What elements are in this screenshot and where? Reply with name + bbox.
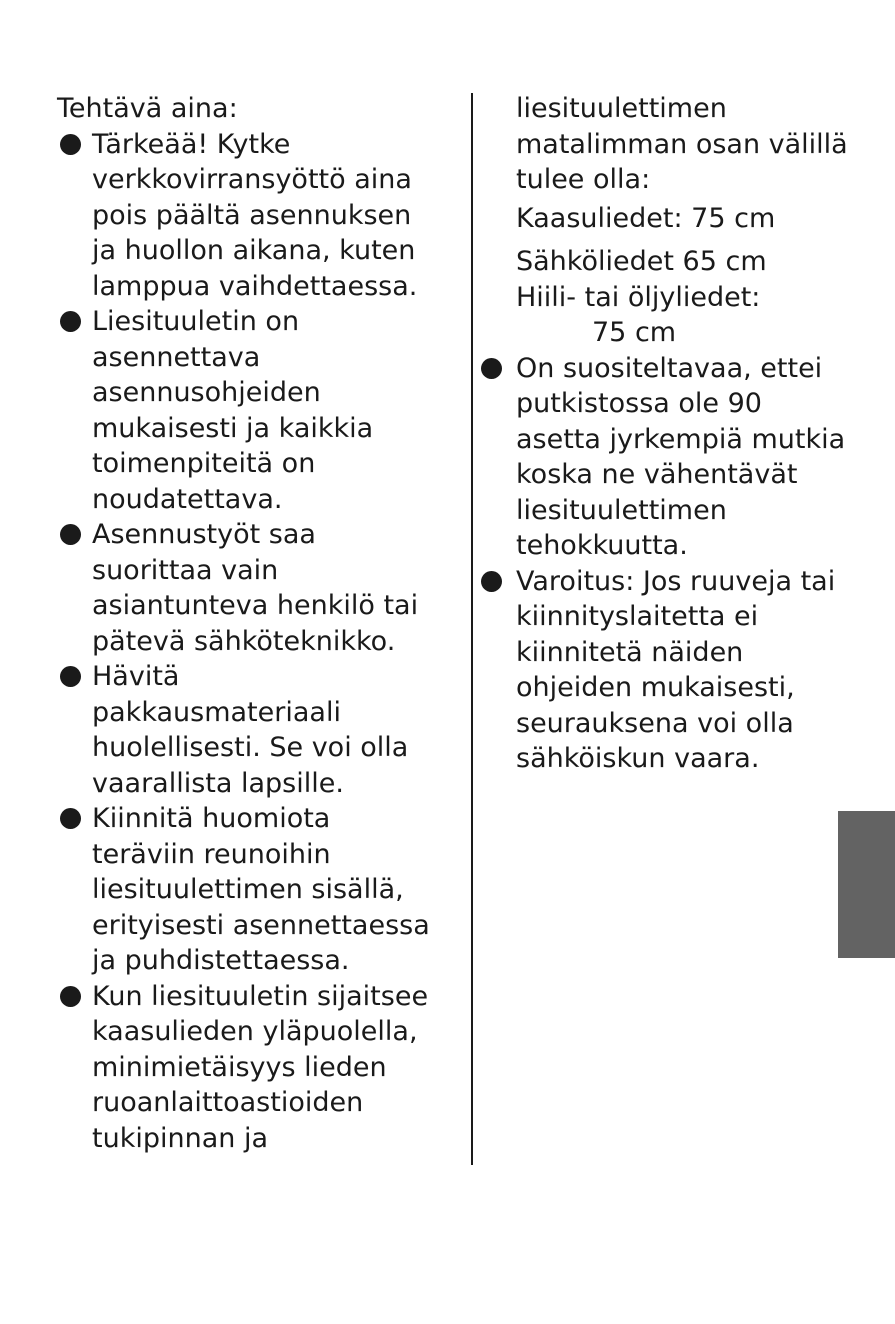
bullet-item — [57, 517, 457, 659]
bullet-icon — [481, 571, 502, 592]
right-bullet-list — [479, 351, 874, 777]
right-column — [479, 91, 874, 777]
text-line: liesituulettimen — [516, 494, 727, 526]
text-line: verkkovirransyöttö aina — [92, 164, 412, 195]
bullet-icon — [60, 134, 81, 155]
text-line: Asennustyöt saa — [92, 519, 316, 550]
bullet-icon — [60, 986, 81, 1007]
bullet-icon — [60, 666, 81, 687]
text-line: Kiinnitä huomiota — [92, 803, 331, 834]
text-line: suorittaa vain — [92, 554, 279, 586]
continued-paragraph — [479, 91, 874, 351]
text-line: seurauksena voi olla — [516, 707, 794, 739]
gas-stove-label: Kaasuliedet: — [516, 202, 683, 234]
section-heading: Tehtävä aina: — [57, 93, 238, 124]
bullet-icon — [60, 808, 81, 829]
coal-oil-stove-label: Hiili- tai öljyliedet: — [516, 281, 761, 313]
bullet-item — [57, 979, 457, 1157]
text-line: pätevä sähköteknikko. — [92, 625, 396, 657]
text-line: Kun liesituuletin sijaitsee — [92, 980, 429, 1012]
text-line: ruoanlaittoastioiden — [92, 1087, 364, 1118]
text-line: koska ne vähentävät — [516, 459, 798, 490]
text-line: asennettava — [92, 341, 261, 373]
text-line: kaasulieden yläpuolella, — [92, 1016, 418, 1047]
text-line: minimietäisyys lieden — [92, 1051, 387, 1083]
text-line: lamppua vaihdettaessa. — [92, 270, 418, 302]
text-line: asiantunteva henkilö tai — [92, 590, 419, 621]
column-divider — [471, 93, 473, 1165]
text-line: tukipinnan ja — [92, 1122, 268, 1154]
text-line: ohjeiden mukaisesti, — [516, 672, 795, 703]
text-line: Tärkeää! Kytke — [92, 128, 291, 160]
text-line: asennusohjeiden — [92, 377, 321, 408]
coal-oil-stove-value: 75 cm — [592, 317, 677, 348]
text-line: tulee olla: — [516, 164, 651, 195]
chapter-tab — [838, 811, 895, 958]
text-line: liesituulettimen — [516, 93, 727, 124]
left-bullet-list — [57, 127, 457, 1157]
electric-stove-distance — [516, 244, 874, 280]
text-line: teräviin reunoihin — [92, 838, 331, 870]
text-line: noudatettava. — [92, 483, 283, 515]
text-line: asetta jyrkempiä mutkia — [516, 423, 846, 455]
text-line: huolellisesti. Se voi olla — [92, 732, 409, 763]
text-line: Hävitä — [92, 661, 180, 692]
gas-stove-distance — [516, 201, 874, 237]
text-line: liesituulettimen sisällä, — [92, 874, 404, 905]
text-line: tehokkuutta. — [516, 530, 688, 561]
gas-stove-value: 75 cm — [691, 202, 776, 234]
text-line: pois päältä asennuksen — [92, 199, 412, 231]
text-line: matalimman osan välillä — [516, 128, 848, 160]
left-column — [57, 91, 457, 1156]
text-line: kiinnityslaitetta ei — [516, 601, 759, 632]
text-line: kiinnitetä näiden — [516, 636, 744, 668]
bullet-icon — [60, 311, 81, 332]
bullet-item — [479, 351, 874, 564]
text-line: toimenpiteitä on — [92, 448, 316, 479]
electric-stove-value: 65 cm — [682, 246, 767, 277]
bullet-item — [57, 801, 457, 979]
text-line: On suositeltavaa, ettei — [516, 352, 823, 384]
text-line: vaarallista lapsille. — [92, 767, 344, 799]
bullet-item — [57, 304, 457, 517]
bullet-icon — [481, 358, 502, 379]
electric-stove-label: Sähköliedet — [516, 246, 674, 277]
text-line: pakkausmateriaali — [92, 696, 341, 728]
bullet-item — [479, 564, 874, 777]
text-line: ja puhdistettaessa. — [92, 945, 350, 976]
bullet-item — [57, 659, 457, 801]
bullet-icon — [60, 524, 81, 545]
text-line: putkistossa ole 90 — [516, 388, 762, 419]
text-line: erityisesti asennettaessa — [92, 909, 430, 941]
text-line: Varoitus: Jos ruuveja tai — [516, 565, 836, 597]
text-line: mukaisesti ja kaikkia — [92, 412, 374, 444]
text-line: Liesituuletin on — [92, 306, 300, 337]
text-line: ja huollon aikana, kuten — [92, 235, 416, 266]
text-line: sähköiskun vaara. — [516, 743, 760, 774]
bullet-item — [57, 127, 457, 305]
